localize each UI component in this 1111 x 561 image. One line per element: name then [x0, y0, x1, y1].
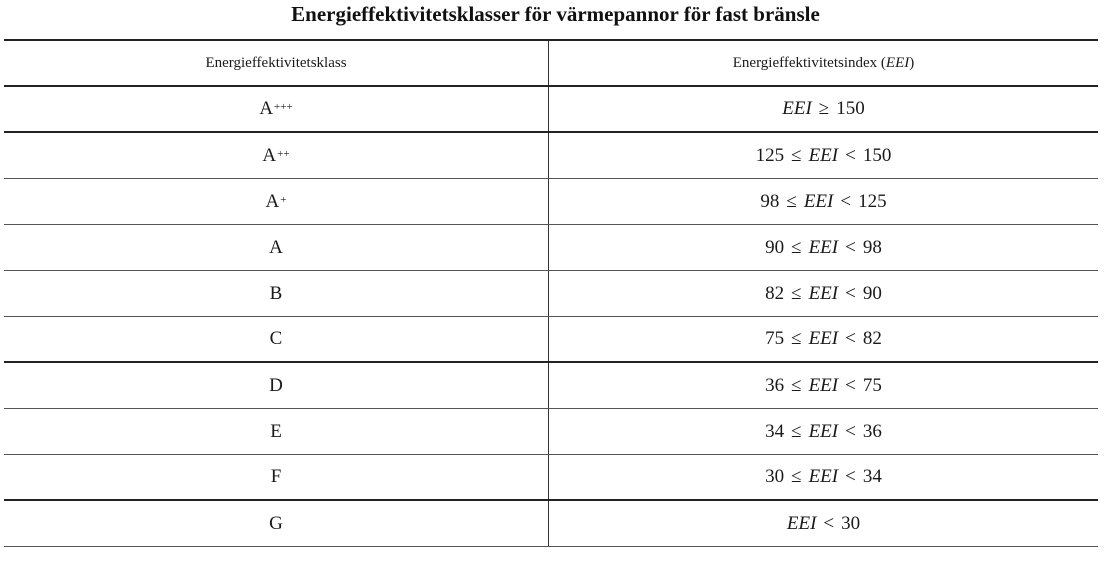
class-plus-superscript: +++ [274, 101, 293, 113]
class-letter: A [269, 236, 283, 258]
index-upper-bound: 75 [862, 374, 882, 396]
class-letter: E [270, 420, 282, 442]
index-operator-right: ≥ [818, 98, 830, 119]
index-cell [549, 87, 1098, 131]
class-plus-superscript: ++ [277, 147, 290, 160]
index-lower-bound: 90 [765, 236, 785, 258]
index-variable: EEI [808, 236, 839, 258]
table-body [4, 87, 1098, 547]
index-upper-bound: 30 [841, 512, 861, 534]
table-row [4, 317, 1098, 363]
index-upper-bound: 125 [858, 190, 887, 212]
class-letter: C [269, 328, 283, 349]
index-upper-bound: 82 [862, 328, 882, 349]
header-index-abbr: EEI [885, 54, 910, 71]
index-operator-right: < [845, 374, 856, 396]
table-row [4, 179, 1098, 225]
class-cell [4, 501, 549, 546]
index-operator-left: ≤ [791, 282, 802, 304]
class-letter: G [269, 512, 283, 534]
class-cell [4, 363, 549, 408]
index-operator-left: ≤ [791, 374, 802, 396]
class-letter: A [262, 144, 277, 166]
index-cell [549, 409, 1098, 454]
class-cell [4, 87, 549, 131]
header-class: Energieffektivitetsklass [4, 41, 549, 85]
class-letter: D [269, 374, 283, 396]
index-variable: EEI [803, 190, 834, 212]
index-upper-bound: 150 [836, 98, 865, 119]
table-row [4, 363, 1098, 409]
index-upper-bound: 34 [862, 466, 882, 487]
index-operator-left: ≤ [791, 328, 802, 349]
index-cell [549, 317, 1098, 361]
index-operator-left: ≤ [786, 190, 797, 212]
index-operator-left: ≤ [791, 144, 802, 166]
index-lower-bound: 36 [765, 374, 785, 396]
index-lower-bound: 30 [765, 466, 785, 487]
index-variable: EEI [786, 512, 817, 534]
table-row [4, 271, 1098, 317]
index-variable: EEI [808, 420, 839, 442]
index-upper-bound: 36 [862, 420, 882, 442]
index-lower-bound: 98 [760, 190, 780, 212]
index-cell [549, 271, 1098, 316]
class-cell [4, 225, 549, 270]
index-operator-right: < [845, 466, 856, 487]
class-cell [4, 317, 549, 361]
class-letter: B [269, 282, 283, 304]
index-lower-bound: 125 [755, 144, 785, 166]
index-variable: EEI [808, 328, 839, 349]
header-index-close: ) [909, 54, 915, 71]
index-operator-left: ≤ [791, 236, 802, 258]
index-operator-right: < [845, 282, 856, 304]
index-operator-right: < [823, 512, 835, 534]
class-letter: A [265, 190, 280, 212]
table-row [4, 225, 1098, 271]
index-variable: EEI [782, 98, 812, 119]
class-cell [4, 409, 549, 454]
index-lower-bound: 75 [765, 328, 785, 349]
index-variable: EEI [808, 466, 839, 487]
index-operator-right: < [845, 236, 856, 258]
class-cell [4, 271, 549, 316]
index-upper-bound: 90 [862, 282, 882, 304]
index-variable: EEI [808, 282, 839, 304]
index-upper-bound: 98 [862, 236, 882, 258]
index-operator-left: ≤ [791, 420, 802, 442]
class-plus-superscript: + [280, 193, 287, 206]
header-index-label: Energieffektivitetsindex ( [732, 54, 886, 71]
index-lower-bound: 82 [765, 282, 785, 304]
index-cell [549, 363, 1098, 408]
index-variable: EEI [808, 374, 839, 396]
table-row [4, 133, 1098, 179]
index-lower-bound: 34 [765, 420, 785, 442]
class-letter: F [270, 466, 282, 487]
index-operator-right: < [845, 144, 856, 166]
class-letter: A [259, 98, 274, 119]
table-row [4, 409, 1098, 455]
index-operator-right: < [845, 420, 856, 442]
table-row [4, 501, 1098, 547]
table-header-row [4, 41, 1098, 87]
index-cell [549, 455, 1098, 499]
index-operator-right: < [845, 328, 856, 349]
class-cell [4, 133, 549, 178]
table-row [4, 87, 1098, 133]
page-title: Energieffektivitetsklasser för värmepannor för fast bränsle [291, 2, 820, 26]
index-operator-left: ≤ [791, 466, 802, 487]
class-cell [4, 455, 549, 499]
energy-class-table [4, 39, 1098, 547]
index-cell [549, 225, 1098, 270]
class-cell [4, 179, 549, 224]
index-variable: EEI [808, 144, 839, 166]
header-index [549, 41, 1098, 85]
index-cell [549, 179, 1098, 224]
table-row [4, 455, 1098, 501]
index-operator-right: < [840, 190, 852, 212]
index-upper-bound: 150 [862, 144, 892, 166]
index-cell [549, 133, 1098, 178]
index-cell [549, 501, 1098, 546]
